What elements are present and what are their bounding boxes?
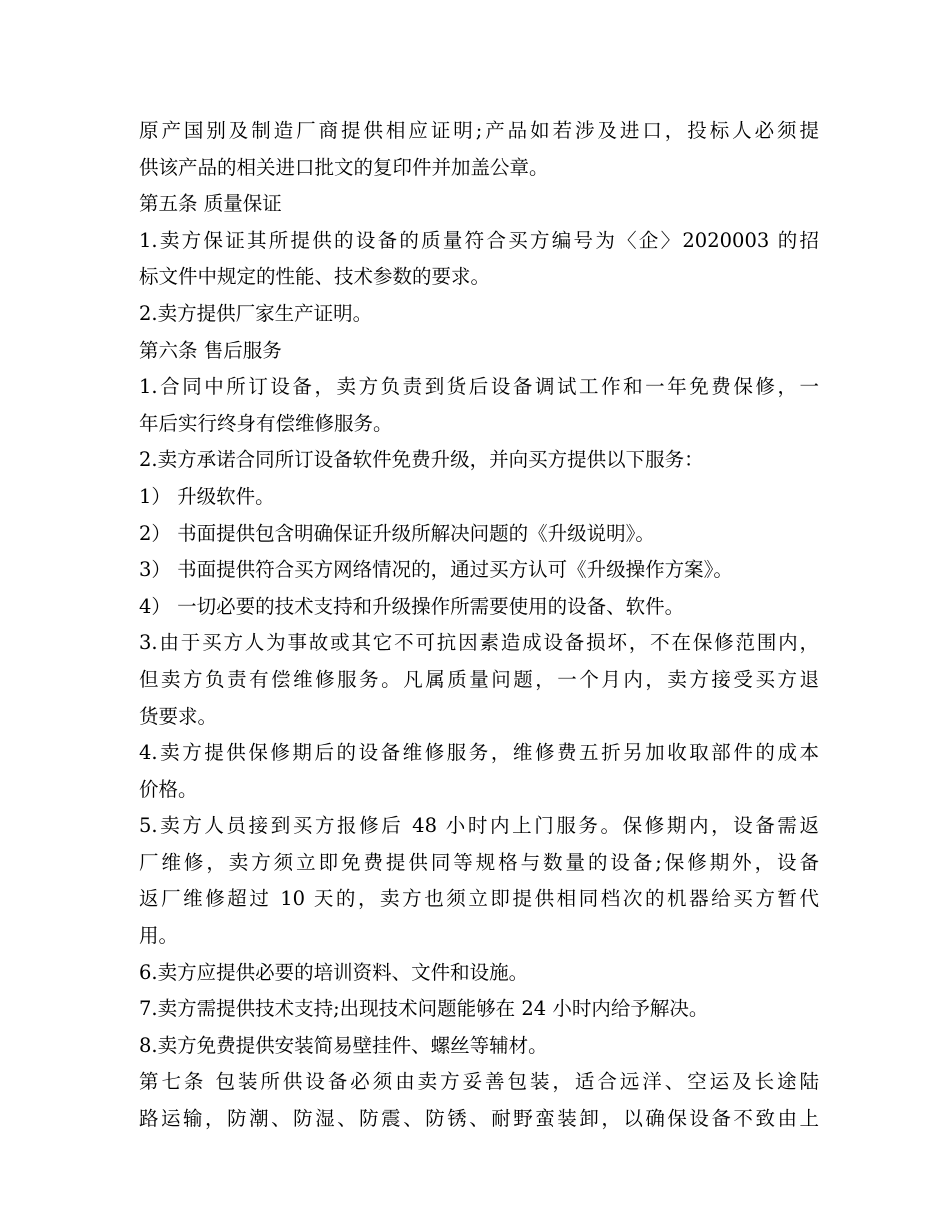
text-line: 标文件中规定的性能、技术参数的要求。 bbox=[139, 265, 491, 289]
text-line: 返厂维修超过 10 天的，卖方也须立即提供相同档次的机器给买方暂代 bbox=[139, 887, 819, 911]
text-line: 5.卖方人员接到买方报修后 48 小时内上门服务。保修期内，设备需返 bbox=[139, 814, 819, 838]
text-line: 1.合同中所订设备，卖方负责到货后设备调试工作和一年免费保修，一 bbox=[139, 375, 819, 399]
text-line: 8.卖方免费提供安装简易壁挂件、螺丝等辅材。 bbox=[139, 1033, 548, 1057]
article-heading: 第五条 质量保证 bbox=[139, 192, 282, 216]
text-line: 价格。 bbox=[139, 777, 198, 801]
text-line: 1.卖方保证其所提供的设备的质量符合买方编号为〈企〉2020003 的招 bbox=[139, 228, 819, 252]
article-heading: 第七条 包装所供设备必须由卖方妥善包装，适合远洋、空运及长途陆 bbox=[139, 1070, 819, 1094]
text-line: 7.卖方需提供技术支持;出现技术问题能够在 24 小时内给予解决。 bbox=[139, 997, 709, 1021]
text-line: 路运输，防潮、防湿、防震、防锈、耐野蛮装卸，以确保设备不致由上 bbox=[139, 1107, 819, 1131]
text-line: 3.由于买方人为事故或其它不可抗因素造成设备损坏，不在保修范围内， bbox=[139, 631, 819, 655]
text-line: 供该产品的相关进口批文的复印件并加盖公章。 bbox=[139, 155, 549, 179]
text-line: 年后实行终身有偿维修服务。 bbox=[139, 411, 393, 435]
text-line: 1） 升级软件。 bbox=[139, 484, 275, 508]
text-line: 4） 一切必要的技术支持和升级操作所需要使用的设备、软件。 bbox=[139, 594, 685, 618]
text-line: 4.卖方提供保修期后的设备维修服务，维修费五折另加收取部件的成本 bbox=[139, 741, 819, 765]
contract-text-body bbox=[139, 113, 819, 1138]
text-line: 2） 书面提供包含明确保证升级所解决问题的《升级说明》。 bbox=[139, 521, 655, 545]
article-heading: 第六条 售后服务 bbox=[139, 338, 282, 362]
text-line: 用。 bbox=[139, 924, 179, 948]
text-line: 货要求。 bbox=[139, 704, 218, 728]
text-line: 3） 书面提供符合买方网络情况的，通过买方认可《升级操作方案》。 bbox=[139, 558, 733, 582]
text-line: 2.卖方承诺合同所订设备软件免费升级，并向买方提供以下服务： bbox=[139, 448, 704, 472]
text-line: 2.卖方提供厂家生产证明。 bbox=[139, 301, 373, 325]
text-line: 6.卖方应提供必要的培训资料、文件和设施。 bbox=[139, 960, 529, 984]
text-line: 原产国别及制造厂商提供相应证明;产品如若涉及进口，投标人必须提 bbox=[139, 119, 819, 142]
text-line: 厂维修，卖方须立即免费提供同等规格与数量的设备;保修期外，设备 bbox=[139, 850, 819, 874]
text-line: 但卖方负责有偿维修服务。凡属质量问题，一个月内，卖方接受买方退 bbox=[139, 667, 819, 691]
